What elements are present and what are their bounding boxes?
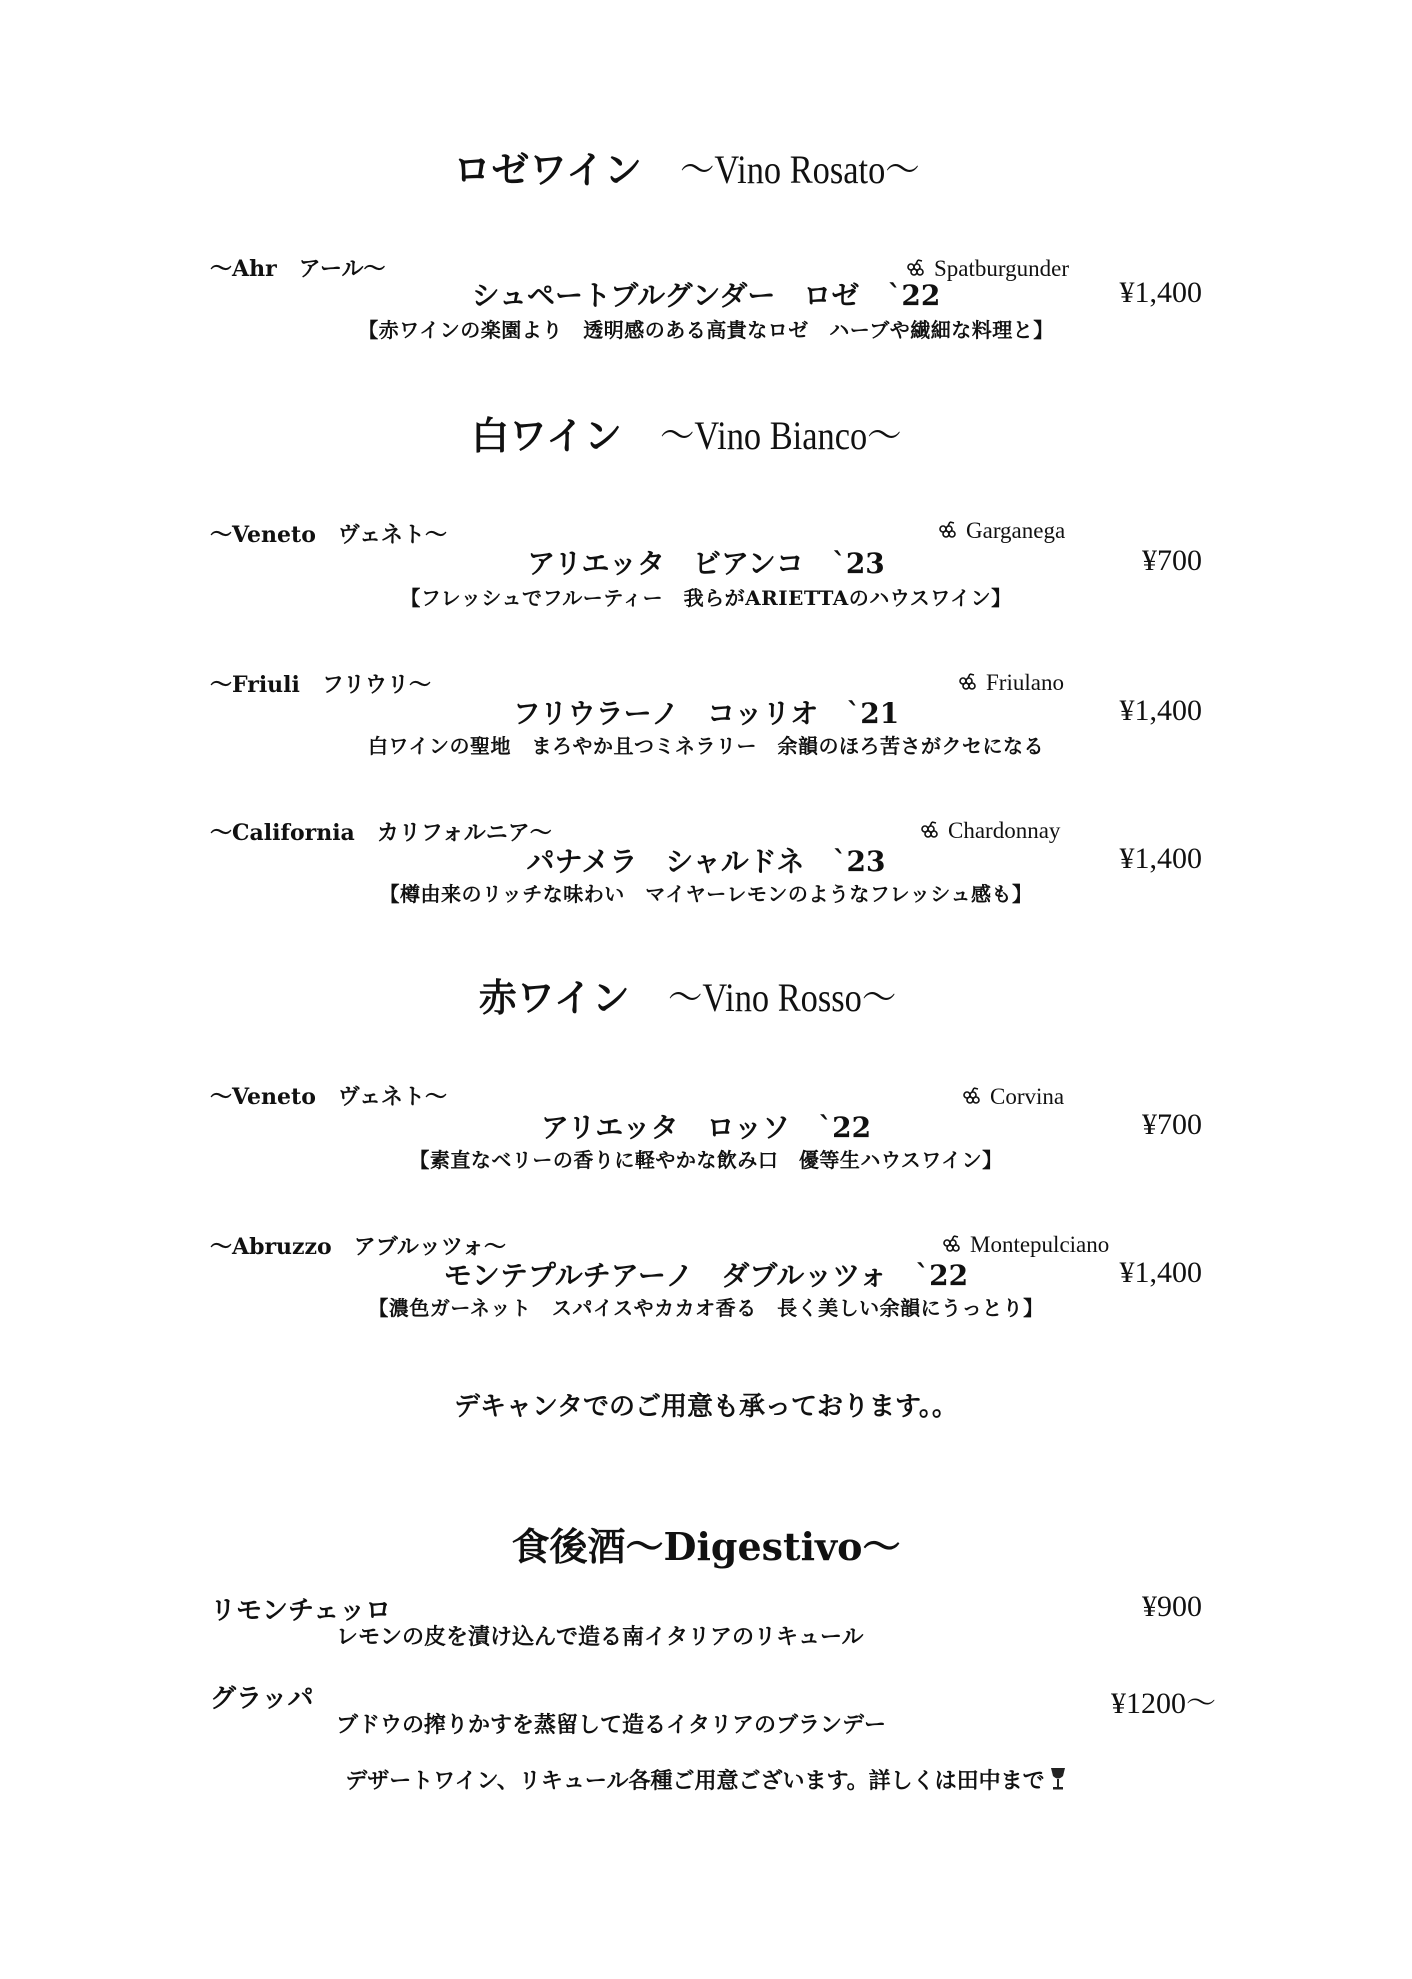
grape-name: Montepulciano [970, 1232, 1110, 1257]
grape-name: Corvina [990, 1084, 1065, 1109]
wine-region: ～California カリフォルニア～ [210, 820, 552, 846]
section-title-rosato [0, 138, 1412, 195]
wine-region: ～Veneto ヴェネト～ [210, 1084, 447, 1110]
grape-name: Friulano [986, 670, 1064, 695]
wine-region: ～Friuli フリウリ～ [210, 672, 432, 698]
wine-description: 【濃色ガーネット スパイスやカカオ香る 長く美しい余韻にうっとり】 [368, 1296, 1044, 1320]
digestivo-name: グラッパ [210, 1684, 314, 1714]
wine-price: ¥1,400 [1119, 276, 1202, 309]
wine-glass-icon [1049, 1766, 1067, 1792]
section-title-jp: 白ワイン [471, 413, 622, 458]
digestivo-price: ¥1200～ [1111, 1687, 1216, 1720]
wine-name: パナメラ シャルドネ `23 [526, 845, 886, 878]
section-title-jp: ロゼワイン [453, 147, 643, 192]
section-title-latin: ～Vino Bianco～ [659, 413, 902, 458]
section-title-latin: ～Vino Rosato～ [680, 147, 920, 192]
grape-name: Chardonnay [948, 818, 1061, 843]
wine-price: ¥700 [1142, 1108, 1202, 1141]
digestivo-description: レモンの皮を漬け込んで造る南イタリアのリキュール [336, 1624, 864, 1650]
wine-name: シュペートブルグンダー ロゼ `22 [471, 279, 941, 312]
section-title-rosso [0, 966, 1412, 1023]
wine-price: ¥1,400 [1119, 842, 1202, 875]
grape-icon [960, 1086, 982, 1108]
wine-region: ～Abruzzo アブルッツォ～ [210, 1234, 506, 1260]
grape-name: Spatburgunder [934, 256, 1070, 281]
grape-icon [918, 820, 940, 842]
grape-icon [956, 672, 978, 694]
wine-name: フリウラーノ コッリオ `21 [512, 697, 900, 730]
wine-name: モンテプルチアーノ ダブルッツォ `22 [443, 1259, 969, 1292]
wine-price: ¥1,400 [1119, 694, 1202, 727]
footer-note [0, 1764, 1412, 1795]
wine-name: アリエッタ ロッソ `22 [540, 1111, 872, 1144]
wine-price: ¥700 [1142, 544, 1202, 577]
grape-icon [940, 1234, 962, 1256]
wine-description: 白ワインの聖地 まろやか且つミネラリー 余韻のほろ苦さがクセになる [368, 734, 1044, 758]
wine-description: 【赤ワインの楽園より 透明感のある高貴なロゼ ハーブや繊細な料理と】 [358, 318, 1054, 342]
wine-description: 【樽由来のリッチな味わい マイヤーレモンのようなフレッシュ感も】 [379, 882, 1033, 906]
grape-icon [936, 520, 958, 542]
wine-region: ～Veneto ヴェネト～ [210, 522, 447, 548]
section-title-bianco [0, 404, 1412, 461]
digestivo-description: ブドウの搾りかすを蒸留して造るイタリアのブランデー [336, 1712, 887, 1738]
digestivo-price: ¥900 [1142, 1590, 1202, 1623]
grape-name: Garganega [966, 518, 1066, 543]
digestivo-name: リモンチェッロ [210, 1596, 392, 1626]
wine-description: 【素直なベリーの香りに軽やかな飲み口 優等生ハウスワイン】 [409, 1148, 1003, 1172]
wine-name: アリエッタ ビアンコ `23 [527, 547, 885, 580]
section-title-digestivo: 食後酒～Digestivo～ [511, 1524, 901, 1569]
wine-description: 【フレッシュでフルーティー 我らがARIETTAのハウスワイン】 [400, 586, 1012, 610]
section-title-jp: 赤ワイン [478, 975, 630, 1020]
footer-text: デザートワイン、リキュール各種ご用意ございます。詳しくは田中まで [345, 1768, 1045, 1794]
wine-price: ¥1,400 [1119, 1256, 1202, 1289]
wine-region: ～Ahr アール～ [210, 256, 386, 282]
section-title-latin: ～Vino Rosso～ [667, 975, 896, 1020]
wine-grape [936, 518, 1065, 544]
decanter-note: デキャンタでのご用意も承っております。。 [454, 1392, 958, 1422]
